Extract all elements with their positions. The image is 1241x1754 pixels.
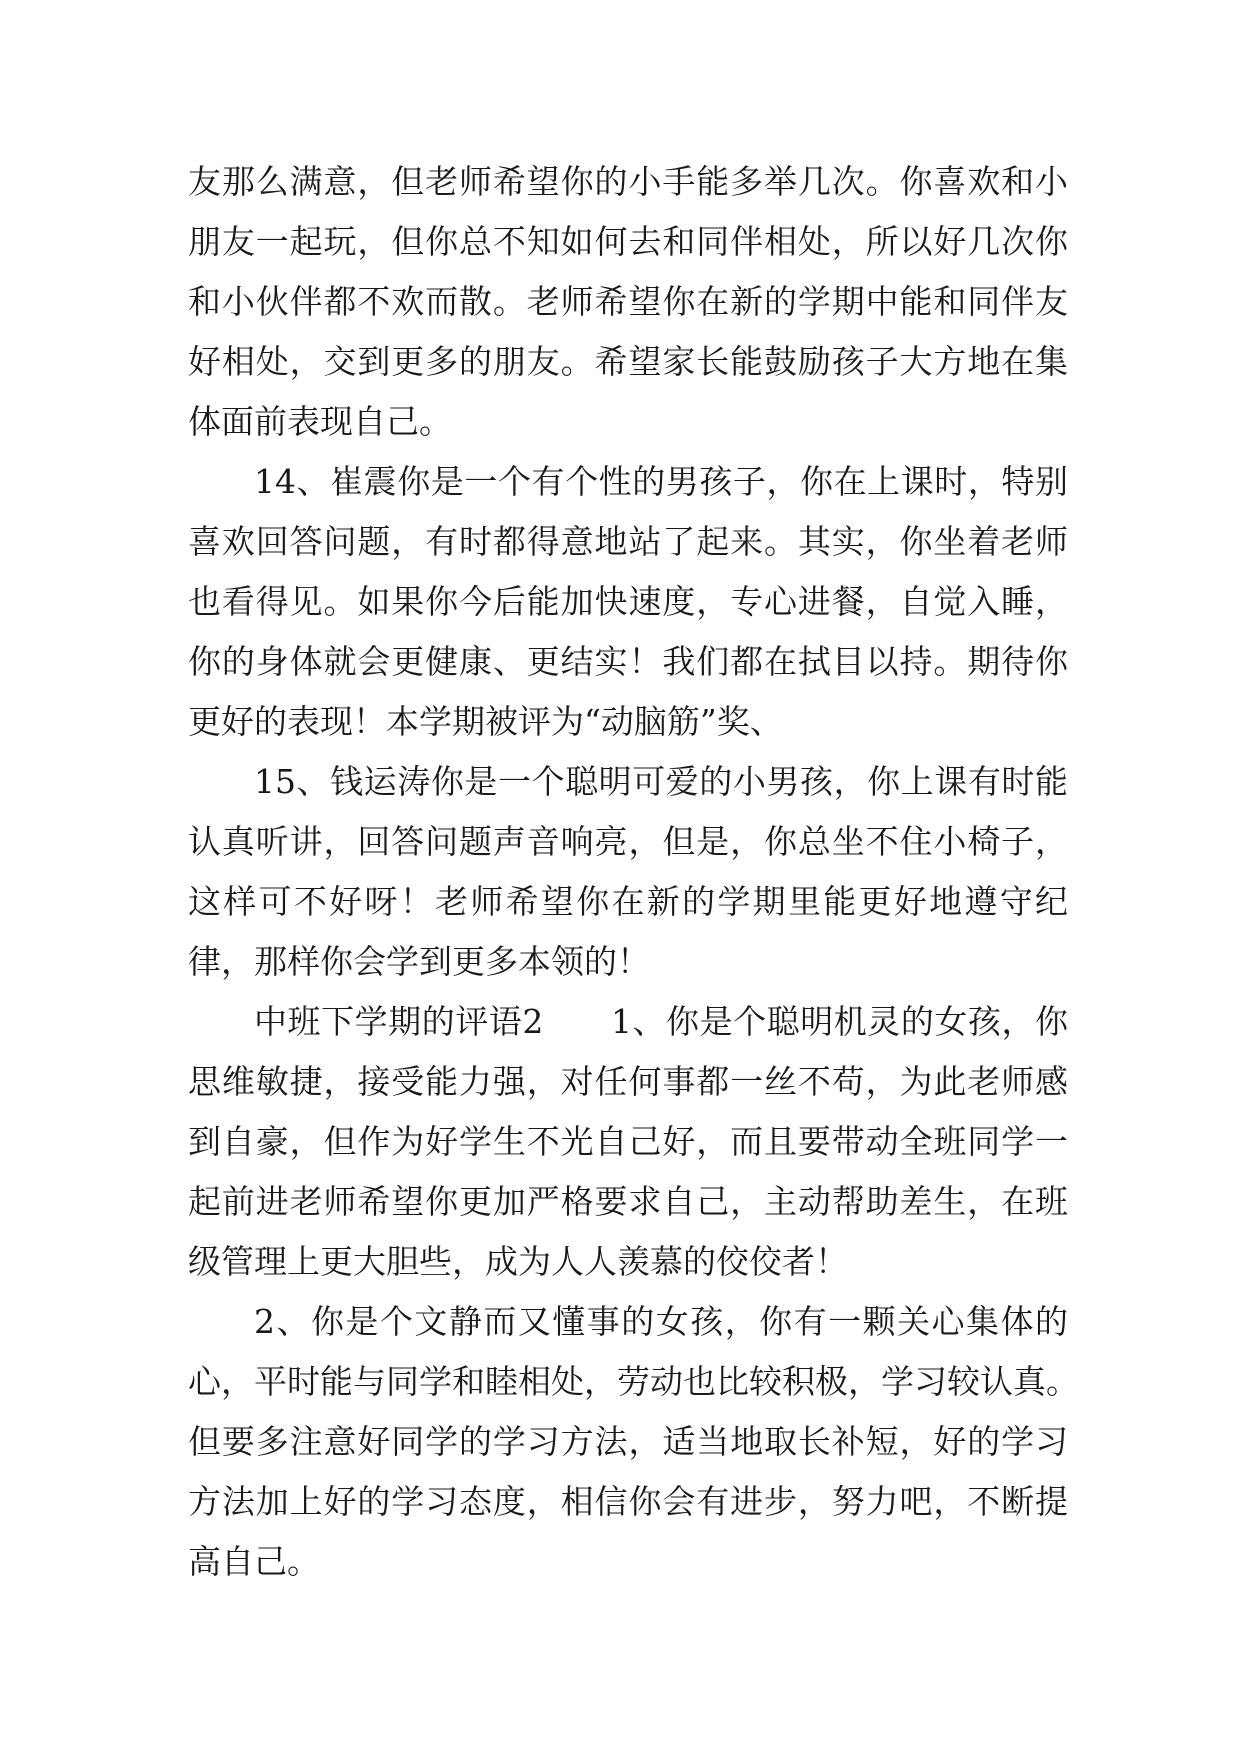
text-line: 但要多注意好同学的学习方法，适当地取长补短，好的学习 [188, 1422, 1068, 1461]
text-line: 友那么满意，但老师希望你的小手能多举几次。你喜欢和小 [188, 162, 1068, 201]
text-line: 到自豪，但作为好学生不光自己好，而且要带动全班同学一 [188, 1122, 1068, 1161]
text-line: 也看得见。如果你今后能加快速度，专心进餐，自觉入睡， [188, 582, 1068, 621]
text-line: 起前进老师希望你更加严格要求自己，主动帮助差生，在班 [188, 1182, 1068, 1221]
text-line: 高自己。 [188, 1542, 320, 1581]
text-line: 思维敏捷，接受能力强，对任何事都一丝不苟，为此老师感 [188, 1062, 1068, 1101]
text-line: 15、钱运涛你是一个聪明可爱的小男孩，你上课有时能 [254, 762, 1068, 801]
text-line: 你的身体就会更健康、更结实！我们都在拭目以持。期待你 [188, 642, 1068, 681]
text-line: 心，平时能与同学和睦相处，劳动也比较积极，学习较认真。 [188, 1362, 1079, 1401]
text-line: 认真听讲，回答问题声音响亮，但是，你总坐不住小椅子， [188, 822, 1068, 861]
text-line: 喜欢回答问题，有时都得意地站了起来。其实，你坐着老师 [188, 522, 1068, 561]
text-line: 14、崔震你是一个有个性的男孩子，你在上课时，特别 [254, 462, 1068, 501]
text-line: 级管理上更大胆些，成为人人羡慕的佼佼者！ [188, 1242, 848, 1281]
text-line: 和小伙伴都不欢而散。老师希望你在新的学期中能和同伴友 [188, 282, 1068, 321]
text-line: 律，那样你会学到更多本领的！ [188, 942, 650, 981]
text-line: 朋友一起玩，但你总不知如何去和同伴相处，所以好几次你 [188, 222, 1068, 261]
text-line: 2、你是个文静而又懂事的女孩，你有一颗关心集体的 [254, 1302, 1068, 1341]
text-line: 体面前表现自己。 [188, 402, 452, 441]
text-line: 更好的表现！本学期被评为“动脑筋”奖、 [188, 702, 783, 741]
text-line: 好相处，交到更多的朋友。希望家长能鼓励孩子大方地在集 [188, 342, 1068, 381]
text-line: 方法加上好的学习态度，相信你会有进步，努力吧，不断提 [188, 1482, 1068, 1521]
text-line: 中班下学期的评语2 1、你是个聪明机灵的女孩，你 [254, 1002, 1068, 1041]
text-line: 这样可不好呀！老师希望你在新的学期里能更好地遵守纪 [188, 882, 1068, 921]
